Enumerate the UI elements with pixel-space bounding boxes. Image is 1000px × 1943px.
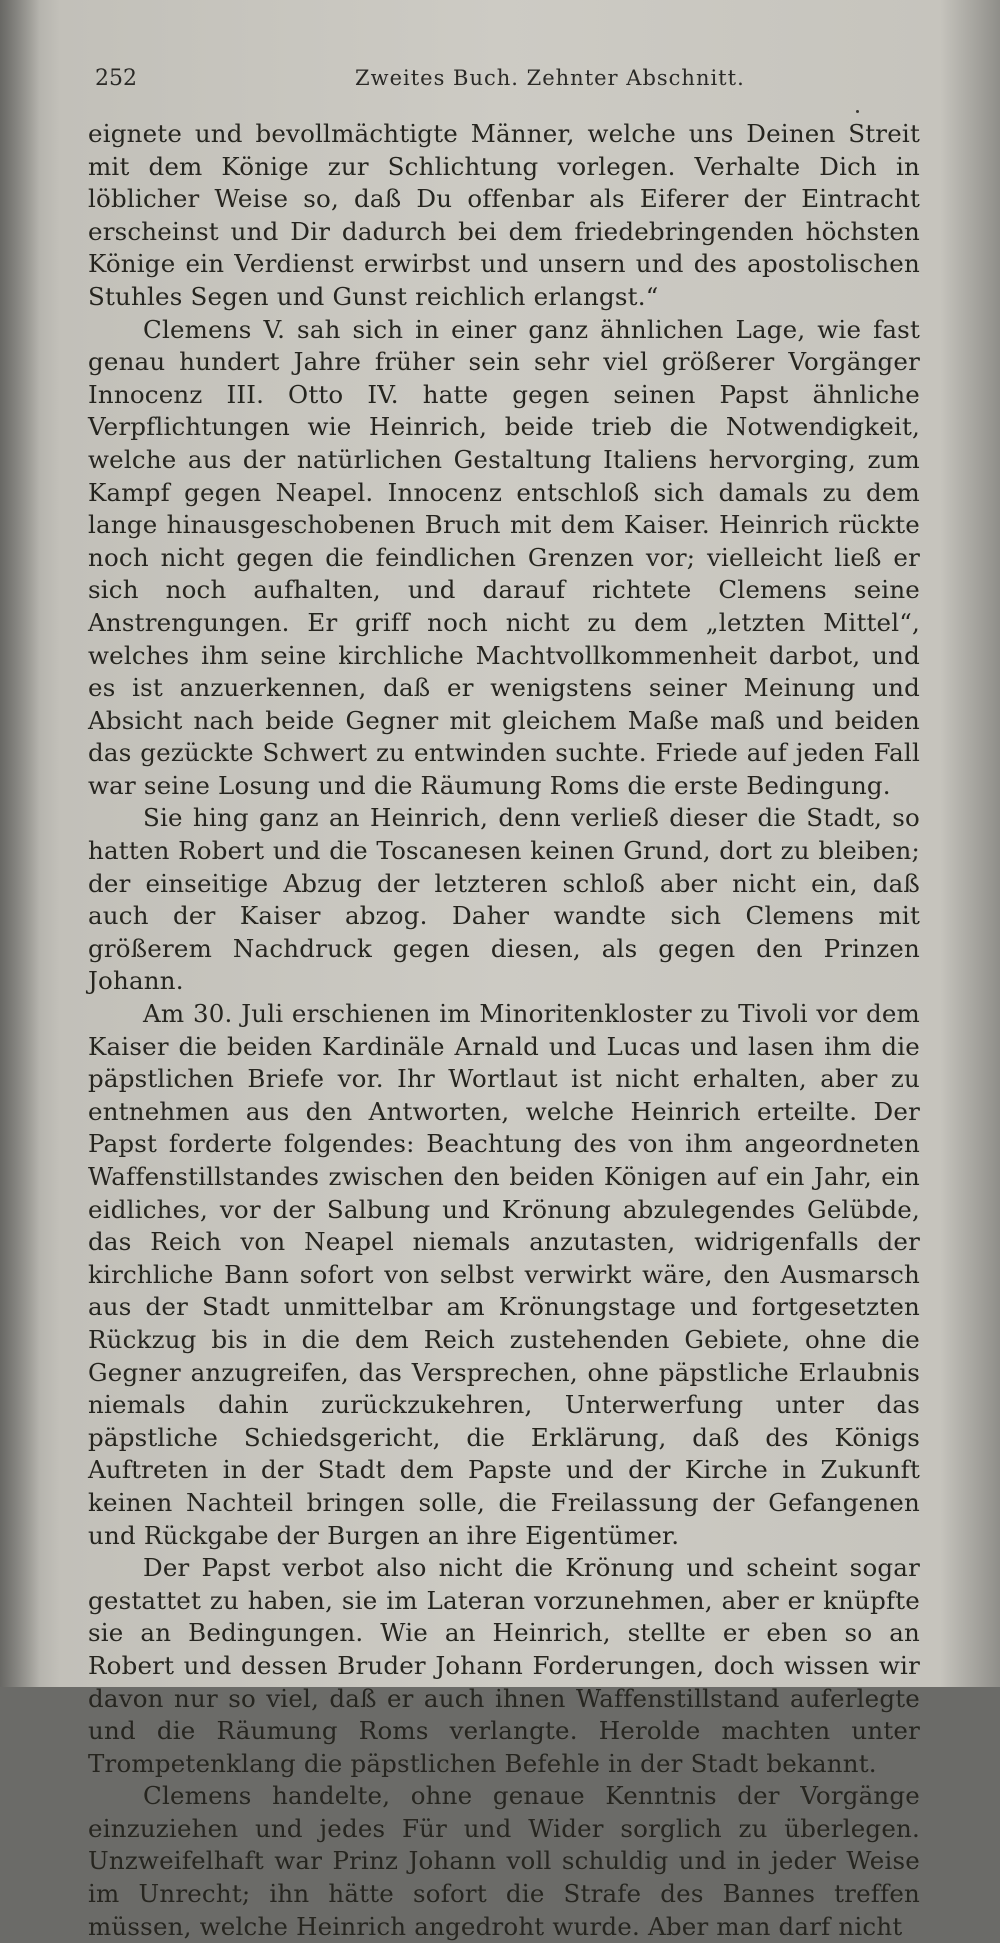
paragraph-5: Der Papst verbot also nicht die Krönung und scheint sogar gestattet zu haben, sie im Lateran vorzunehmen, aber er knüpfte sie an Bedingungen. Wie an Heinrich, stellte er eben so an Robert und dessen Bruder Johann Forderungen, doch wissen wir davon nur so viel, daß er auch ihnen Waffenstillstand auferlegte und die Räumung Roms verlangte. Herolde machten unter Trompetenklang die päpstlichen Befehle in der Stadt bekannt.	[88, 1553, 920, 1778]
body-text	[88, 118, 920, 1943]
ink-speck	[856, 110, 859, 113]
running-head: Zweites Buch. Zehnter Abschnitt.	[355, 66, 745, 90]
paragraph-3: Sie hing ganz an Heinrich, denn verließ dieser die Stadt, so hatten Robert und die Toscanesen keinen Grund, dort zu bleiben; der einseitige Abzug der letzteren schloß aber nicht ein, daß auch der Kaiser abzog. Daher wandte sich Clemens mit größerem Nachdruck gegen diesen, als gegen den Prinzen Johann.	[88, 803, 920, 996]
paragraph-6: Clemens handelte, ohne genaue Kenntnis der Vorgänge einzuziehen und jedes Für und Wider sorglich zu überlegen. Unzweifelhaft war Prinz Johann voll schuldig und in jeder Weise im Unrecht; ihn hätte sofort die Strafe des Bannes treffen müssen, welche Heinrich angedroht wurde. Aber man darf nicht	[88, 1781, 920, 1941]
gutter-shadow	[0, 0, 40, 1687]
paragraph-4: Am 30. Juli erschienen im Minoritenkloster zu Tivoli vor dem Kaiser die beiden Kardinäle Arnald und Lucas und lasen ihm die päpstlichen Briefe vor. Ihr Wortlaut ist nicht erhalten, aber zu entnehmen aus den Antworten, welche Heinrich erteilte. Der Papst forderte folgendes: Beachtung des von ihm angeordneten Waffenstillstandes zwischen den beiden Königen auf ein Jahr, ein eidliches, vor der Salbung und Krönung abzulegendes Gelübde, das Reich von Neapel niemals anzutasten, widrigenfalls der kirchliche Bann sofort von selbst verwirkt wäre, den Ausmarsch aus der Stadt unmittelbar am Krönungstage und fortgesetzten Rückzug bis in die dem Reich zustehenden Gebiete, ohne die Gegner anzugreifen, das Versprechen, ohne päpstliche Erlaubnis niemals dahin zurückzukehren, Unterwerfung unter das päpstliche Schiedsgericht, die Erklärung, daß des Königs Auftreten in der Stadt dem Papste und der Kirche in Zukunft keinen Nachteil bringen solle, die Freilassung der Gefangenen und Rückgabe der Burgen an ihre Eigentümer.	[88, 999, 920, 1550]
paragraph-1: eignete und bevollmächtigte Männer, welche uns Deinen Streit mit dem Könige zur Schlichtung vorlegen. Verhalte Dich in löblicher Weise so, daß Du offenbar als Eiferer der Eintracht erscheinst und Dir dadurch bei dem friedebringenden höchsten Könige ein Verdienst erwirbst und unsern und des apostolischen Stuhles Segen und Gunst reichlich erlangst.“	[88, 119, 920, 311]
paragraph-2: Clemens V. sah sich in einer ganz ähnlichen Lage, wie fast genau hundert Jahre früher sein sehr viel größerer Vorgänger Innocenz III. Otto IV. hatte gegen seinen Papst ähnliche Verpflichtungen wie Heinrich, beide trieb die Notwendigkeit, welche aus der natürlichen Gestaltung Italiens hervorging, zum Kampf gegen Neapel. Innocenz entschloß sich damals zu dem lange hinausgeschobenen Bruch mit dem Kaiser. Heinrich rückte noch nicht gegen die feindlichen Grenzen vor; vielleicht ließ er sich noch aufhalten, und darauf richtete Clemens seine Anstrengungen. Er griff noch nicht zu dem „letzten Mittel“, welches ihm seine kirchliche Machtvollkommenheit darbot, und es ist anzuerkennen, daß er wenigstens seiner Meinung und Absicht nach beide Gegner mit gleichem Maße maß und beiden das gezückte Schwert zu entwinden suchte. Friede auf jeden Fall war seine Losung und die Räumung Roms die erste Bedingung.	[88, 314, 920, 800]
page-number: 252	[95, 66, 137, 91]
page-header	[95, 62, 915, 102]
